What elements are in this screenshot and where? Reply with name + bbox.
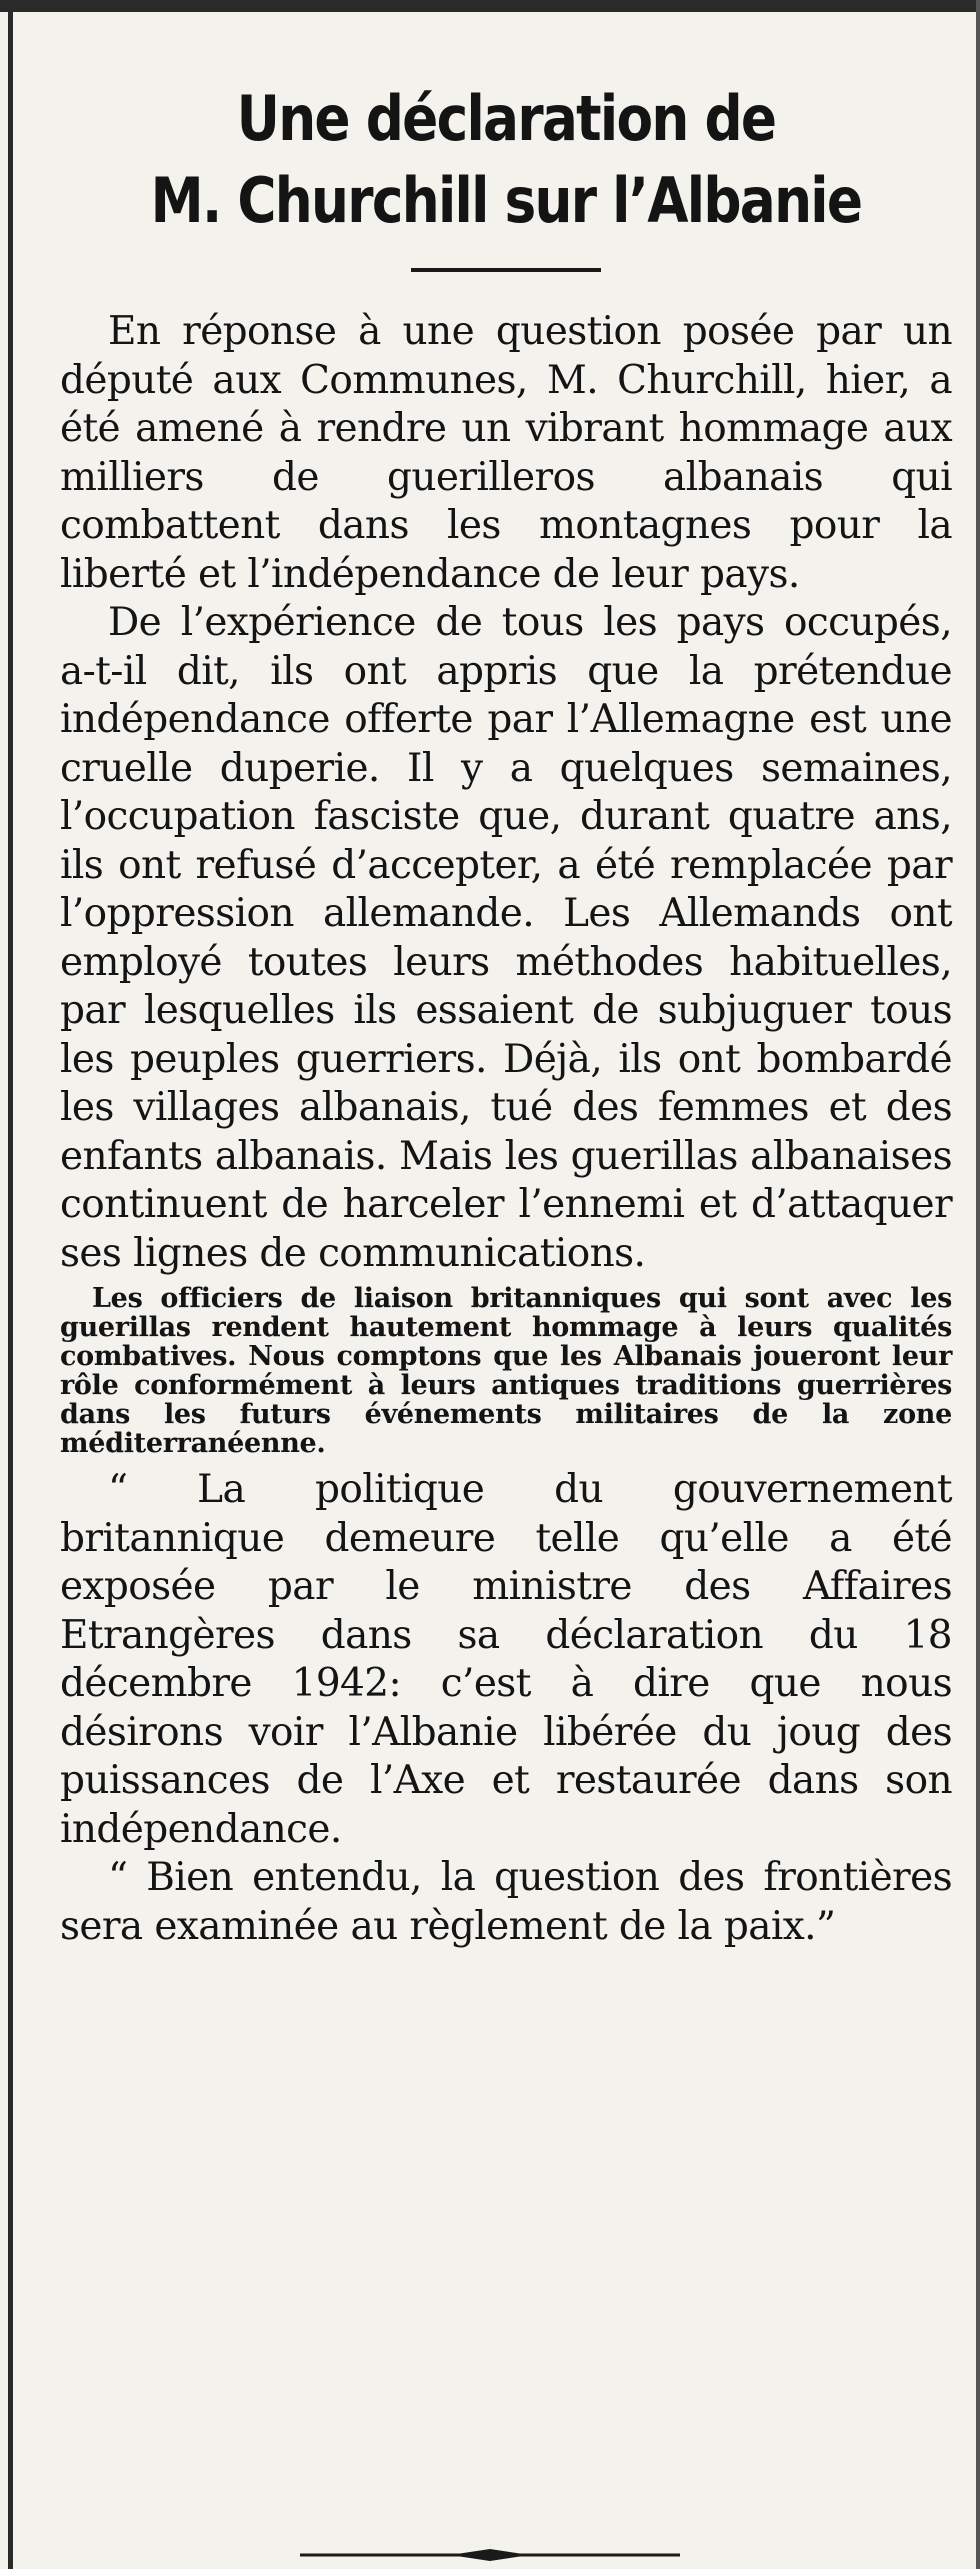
headline-divider: [411, 268, 601, 272]
quote-paragraph-2: “ Bien entendu, la question des frontières sera examinée au règlement de la paix.”: [60, 1855, 952, 1949]
headline-line-1: Une déclaration de: [236, 82, 776, 155]
newspaper-article: [60, 78, 952, 1951]
paragraph-2: De l’expérience de tous les pays occupés, a-t-il dit, ils ont appris que la prétendue indépendance offerte par l’Allemagne est une cruelle duperie. Il y a quelques semaines, l’occupation fasciste que, durant quatre ans, ils ont refusé d’accepter, a été remplacée par l’oppression allemande. Les Allemands ont employé toutes leurs méthodes habituelles, par lesquelles ils essaient de subjuguer tous les peuples guerriers. Déjà, ils ont bombardé les villages albanais, tué des femmes et des enfants albanais. Mais les guerillas albanaises continuent de harceler l’ennemi et d’attaquer ses lignes de communications.: [60, 600, 952, 1276]
headline-line-2: M. Churchill sur l’Albanie: [150, 164, 862, 237]
end-ornament-rule: [300, 2548, 680, 2562]
paragraph-1: En réponse à une question posée par un député aux Communes, M. Churchill, hier, a été amené à rendre un vibrant hommage aux milliers de guerilleros albanais qui combattent dans les montagnes pour la liberté et l’indépendance de leur pays.: [60, 309, 952, 597]
quote-paragraph-1: “ La politique du gouvernement britannique demeure telle qu’elle a été exposée par le ministre des Affaires Etrangères dans sa déclaration du 18 décembre 1942: c’est à dire que nous désirons voir l’Albanie libérée du joug des puissances de l’Axe et restaurée dans son indépendance.: [60, 1467, 952, 1852]
top-column-rule: [0, 0, 980, 12]
quote-body: [60, 1466, 952, 1951]
article-body: [60, 308, 952, 1278]
small-print-paragraph: [60, 1284, 952, 1458]
article-headline: [122, 78, 889, 242]
right-column-rule: [976, 0, 980, 2569]
left-column-rule: [8, 0, 13, 2569]
paragraph-3: Les officiers de liaison britanniques qui sont avec les guerillas rendent hautement hommage à leurs qualités combatives. Nous comptons que les Albanais joueront leur rôle conformément à leurs antiques traditions guerrières dans les futurs événements militaires de la zone méditerranéenne.: [60, 1283, 952, 1459]
